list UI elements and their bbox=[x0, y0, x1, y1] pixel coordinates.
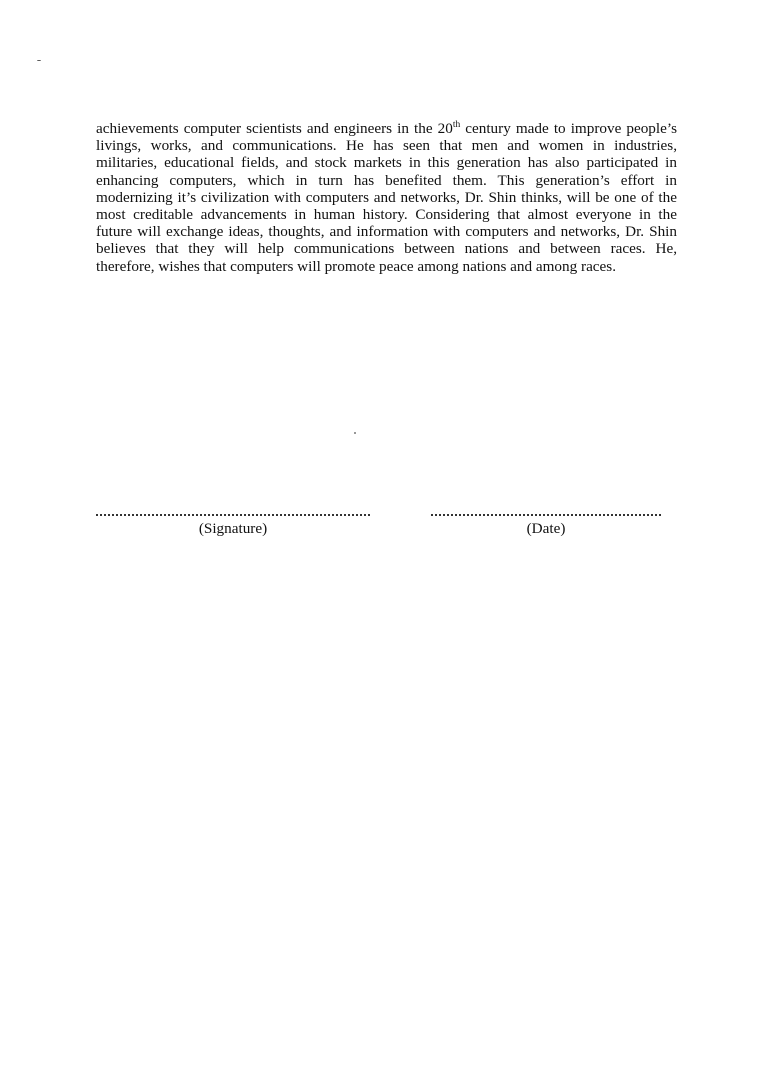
paragraph-line: achievements computer scientists and engineers in the 20th century made to improve people’s bbox=[96, 120, 677, 137]
paragraph-line: future will exchange ideas, thoughts, and information with computers and networks, Dr. Shin bbox=[96, 223, 677, 241]
scan-speck bbox=[37, 60, 41, 61]
paragraph-line: militaries, educational fields, and stock markets in this generation has also participated in bbox=[96, 154, 677, 172]
signature-field bbox=[96, 504, 370, 538]
signature-label: (Signature) bbox=[198, 520, 268, 537]
paragraph-line: believes that they will help communications between nations and between races. He, bbox=[96, 240, 677, 258]
paragraph-line: most creditable advancements in human history. Considering that almost everyone in the bbox=[96, 206, 677, 224]
body-paragraph bbox=[96, 120, 677, 275]
date-field bbox=[431, 504, 661, 538]
signature-dotted-line bbox=[96, 504, 370, 516]
date-label: (Date) bbox=[526, 520, 566, 537]
date-dotted-line bbox=[431, 504, 661, 516]
paragraph-line: therefore, wishes that computers will promote peace among nations and among races. bbox=[96, 257, 617, 275]
ordinal-superscript: th bbox=[452, 120, 461, 130]
paragraph-line: enhancing computers, which in turn has benefited them. This generation’s effort in bbox=[96, 171, 677, 189]
paragraph-line: livings, works, and communications. He has seen that men and women in industries, bbox=[96, 137, 677, 155]
paragraph-line: modernizing it’s civilization with computers and networks, Dr. Shin thinks, will be one of the bbox=[96, 188, 677, 206]
scan-speck bbox=[354, 432, 356, 434]
